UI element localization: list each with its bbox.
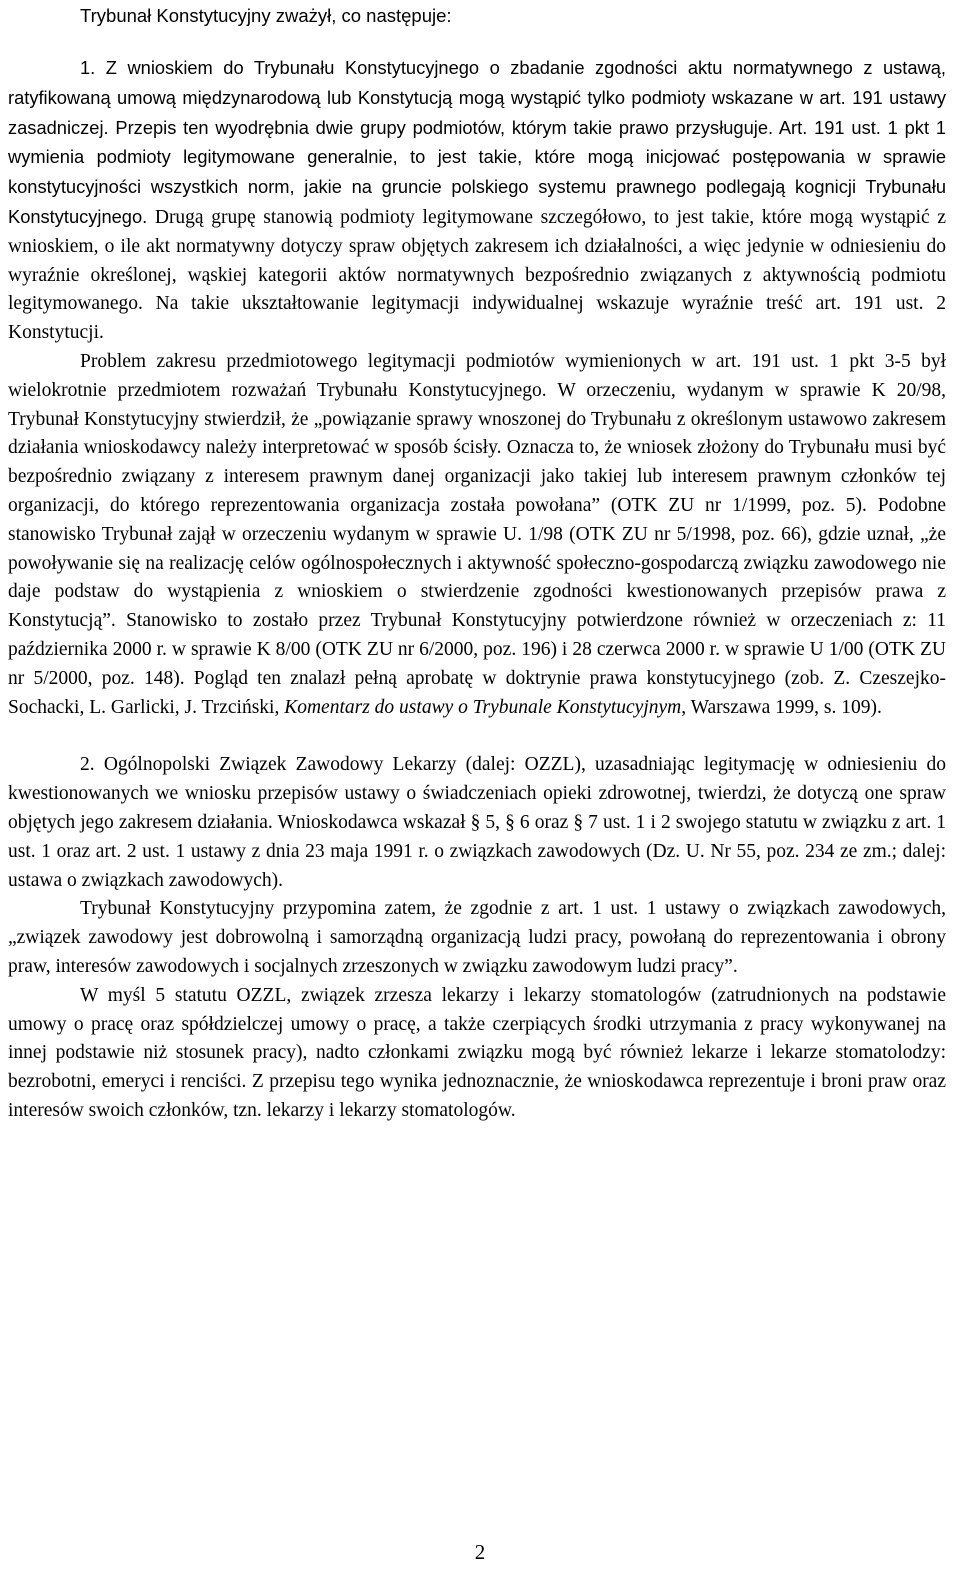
document-page <box>8 0 946 1126</box>
section-heading: Trybunał Konstytucyjny zważył, co następuje: <box>80 5 452 26</box>
paragraph-2-part-b: , Warszawa 1999, s. 109). <box>681 696 882 718</box>
paragraph-2-part-a: Problem zakresu przedmiotowego legitymacji podmiotów wymienionych w art. 191 ust. 1 pkt 3-5 był wielokrotnie przedmiotem rozważań Trybunału Konstytucyjnego. W orzeczeniu, wydanym w sprawie K 20/98, Trybunał Konstytucyjny stwierdził, że „powiązanie sprawy wnoszonej do Trybunału z określonym ustawowo zakresem działania wnioskodawcy należy interpretować w sposób ścisły. Oznacza to, że wniosek złożony do Trybunału musi być bezpośrednio związany z interesem prawnym danej organizacji jako takiej lub interesem prawnym członków tej organizacji, do którego reprezentowania organizacja została powołana” (OTK ZU nr 1/1999, poz. 5). Podobne stanowisko Trybunał zajął w orzeczeniu wydanym w sprawie U. 1/98 (OTK ZU nr 5/1998, poz. 66), gdzie uznał, „że powoływanie się na realizację celów ogólnospołecznych i aktywność społeczno-gospodarczą związku zawodowego nie daje podstaw do wystąpienia z wnioskiem o stwierdzenie zgodności kwestionowanych przepisów prawa z Konstytucją”. Stanowisko to zostało przez Trybunał Konstytucyjny potwierdzone również w orzeczeniach z: 11 października 2000 r. w sprawie K 8/00 (OTK ZU nr 6/2000, poz. 196) i 28 czerwca 2000 r. w sprawie U 1/00 (OTK ZU nr 5/2000, poz. 148). Pogląd ten znalazł pełną aprobatę w doktrynie prawa konstytucyjnego (zob. Z. Czeszejko-Sochacki, L. Garlicki, J. Trzciński, <box>8 350 946 718</box>
paragraph-1-part-b: Drugą grupę stanowią podmioty legitymowane szczegółowo, to jest takie, które mogą wystąpić z wnioskiem, o ile akt normatywny dotyczy spraw objętych zakresem ich działalności, a więc jedynie w odniesieniu do wyraźnie określonej, wąskiej kategorii aktów normatywnych bezpośrednio związanych z aktywnością podmiotu legitymowanego. Na takie ukształtowanie legitymacji indywidualnej wskazuje wyraźnie treść art. 191 ust. 2 Konstytucji. <box>8 206 946 344</box>
paragraph-gap <box>8 722 946 751</box>
paragraph-4: Trybunał Konstytucyjny przypomina zatem, że zgodnie z art. 1 ust. 1 ustawy o związkach zawodowych, „związek zawodowy jest dobrowolną i samorządną organizacją ludzi pracy, powołaną do reprezentowania i obrony praw, interesów zawodowych i socjalnych zrzeszonych w związku zawodowym ludzi pracy”. <box>8 898 946 977</box>
paragraph-2 <box>8 348 946 722</box>
paragraph-5: W myśl 5 statutu OZZL, związek zrzesza lekarzy i lekarzy stomatologów (zatrudnionych na podstawie umowy o pracę oraz spółdzielczej umowy o pracę, a także czerpiących środki utrzymania z pracy wykonywanej na innej podstawie niż stosunek pracy), nadto członkami związku mogą być również lekarze i lekarze stomatolodzy: bezrobotni, emeryci i renciści. Z przepisu tego wynika jednoznacznie, że wnioskodawca reprezentuje i broni praw oraz interesów swoich członków, tzn. lekarzy i lekarzy stomatologów. <box>8 984 946 1121</box>
paragraph-1 <box>8 54 946 348</box>
paragraph-1-part-a: 1. Z wnioskiem do Trybunału Konstytucyjnego o zbadanie zgodności aktu normatywnego z ustawą, ratyfikowaną umową międzynarodową lub Konstytucją mogą wystąpić tylko podmioty wskazane w art. 191 ustawy zasadniczej. Przepis ten wyodrębnia dwie grupy podmiotów, którym takie prawo przysługuje. Art. 191 ust. 1 pkt 1 wymienia podmioty legitymowane generalnie, to jest takie, które mogą inicjować postępowania w sprawie konstytucyjności wszystkich norm, jakie na gruncie polskiego systemu prawnego podlegają kognicji Trybunału Konstytucyjnego. <box>8 57 946 227</box>
paragraph-2-italic-title: Komentarz do ustawy o Trybunale Konstytucyjnym <box>284 696 682 718</box>
page-number: 2 <box>474 1540 486 1564</box>
paragraph-3: 2. Ogólnopolski Związek Zawodowy Lekarzy (dalej: OZZL), uzasadniając legitymację w odniesieniu do kwestionowanych we wniosku przepisów ustawy o świadczeniach opieki zdrowotnej, twierdzi, że dotyczą one spraw objętych jego zakresem działania. Wnioskodawca wskazał § 5, § 6 oraz § 7 ust. 1 i 2 swojego statutu w związku z art. 1 ust. 1 oraz art. 2 ust. 1 ustawy z dnia 23 maja 1991 r. o związkach zawodowych (Dz. U. Nr 55, poz. 234 ze zm.; dalej: ustawa o związkach zawodowych). <box>8 754 946 891</box>
